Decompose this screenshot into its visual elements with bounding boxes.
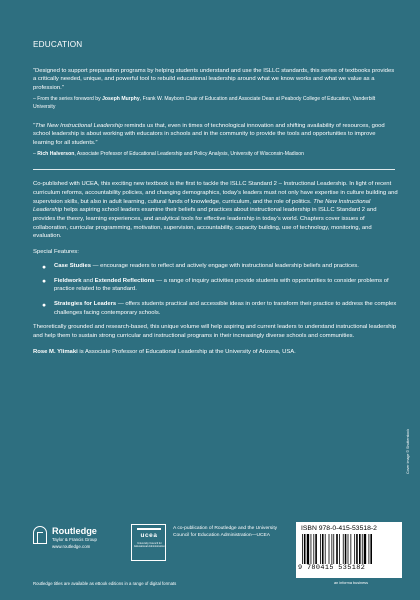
barcode-stripe: [333, 534, 334, 564]
endorsement-attribution-1: – From the series foreword by Joseph Murphy, Frank W. Mayborn Chair of Education and Associate Dean at Peabody College of Education, Vanderbilt University: [33, 96, 376, 110]
feature-item: ● Case Studies — encourage readers to reflect and actively engage with instructional leadership beliefs and practices.: [42, 263, 359, 271]
isbn-label: ISBN 978-0-415-53518-2: [301, 525, 377, 532]
barcode-stripe: [362, 534, 363, 564]
barcode-stripe: [369, 534, 370, 564]
features-heading: Special Features:: [33, 249, 79, 256]
barcode-stripe: [302, 534, 303, 564]
ucea-logo: [131, 524, 166, 561]
barcode-stripe: [329, 534, 330, 564]
author-name: Rose M. Ylimaki: [33, 348, 78, 355]
barcode-stripe: [322, 534, 324, 564]
book-description: Co-published with UCEA, this exciting new textbook is the first to tackle the ISLLC Standard 2 – Instructional Leadership. In light of recent curriculum reforms, accountability policies, and changing demographics, today’s leaders must not only have expertise in culture building and supervision skills, but also in adult learning, cultural funds of knowledge, curriculum, and the role of politics. The New Instructional Leadership helps aspiring school leaders examine their beliefs and practices about instructional leadership in ISLLC Standard 2 and provides the theory, learning experiences, and analytical tools for effective leadership in today’s world. Chapters cover issues of collaboration, curricular programming, motivation, supervision, accountability, capacity building, use of technology, monitoring, and evaluation.: [33, 181, 398, 240]
publisher-url: www.routledge.com: [52, 544, 91, 549]
features-list: [33, 262, 398, 317]
closing-paragraph: Theoretically grounded and research-based, this unique volume will help aspiring and current leaders to understand instructional leadership and help them to sustain strong curricular and instructional programs in their increasingly diverse schools and communities.: [33, 324, 397, 340]
copublication-note: A co-publication of Routledge and the University Council for Education Administration—UCEA: [173, 526, 278, 538]
barcode-stripe: [350, 534, 351, 564]
publisher-name: Routledge: [52, 526, 97, 536]
ebook-note: Routledge titles are available as eBook editions in a range of digital formats: [33, 581, 177, 586]
endorsement-attribution-2: – Rich Halverson, Associate Professor of Educational Leadership and Policy Analysis, University of Wisconsin-Madison: [33, 151, 304, 157]
barcode-stripe: [320, 534, 321, 564]
barcode-stripe: [331, 534, 332, 564]
barcode-stripe: [325, 534, 326, 564]
barcode-panel: [296, 522, 402, 578]
bullet-icon: ●: [42, 301, 47, 309]
feature-item: ● Strategies for Leaders — offers students practical and accessible ideas in order to transform their practice to address the complex challenges facing contemporary schools.: [42, 301, 397, 316]
barcode-stripe: [364, 534, 366, 564]
author-bio: Rose M. Ylimaki is Associate Professor of Educational Leadership at the University of Arizona, USA.: [33, 348, 296, 355]
barcode-stripe: [307, 534, 309, 564]
endorsement-quote-1: “Designed to support preparation programs by helping students understand and use the ISLLC standards, this series of textbooks provides a critically needed, unique, and powerful tool to rebuild educational leadership around what we know works and what we value as a profession.”: [33, 68, 395, 91]
barcode-stripe: [345, 534, 347, 564]
barcode-stripe: [313, 534, 314, 564]
barcode-stripe: [311, 534, 312, 564]
barcode-stripe: [354, 534, 355, 564]
endorser-name: Joseph Murphy: [102, 96, 140, 103]
barcode-stripe: [304, 534, 306, 564]
barcode-stripe: [343, 534, 344, 564]
endorsement-quote-2: “The New Instructional Leadership reminds us that, even in times of technological innovation and shifting availability of resources, good school leadership is about working with educators in schools and in the community to provide the tools and opportunities to improve learning for all students.”: [33, 122, 385, 146]
barcode-stripe: [348, 534, 349, 564]
barcode-stripe: [356, 534, 358, 564]
barcode-stripe: [359, 534, 361, 564]
category-label: EDUCATION: [33, 40, 83, 49]
ucea-mark-icon: [137, 528, 161, 530]
feature-item: ● Fieldwork and Extended Reflections — a range of inquiry activities provide students with opportunities to consider problems of practice related to the standard.: [42, 277, 389, 293]
informa-tagline: an informa business: [334, 581, 368, 585]
endorser-name: Rich Halverson: [37, 151, 75, 157]
publisher-group: Taylor & Francis Group: [52, 537, 97, 542]
routledge-mark-icon: [33, 526, 47, 544]
barcode-icon: [300, 534, 398, 564]
section-divider: [33, 169, 395, 170]
barcode-stripe: [336, 534, 338, 564]
bullet-icon: ●: [42, 278, 47, 286]
bullet-icon: ●: [42, 263, 47, 271]
barcode-stripe: [315, 534, 317, 564]
book-title-inline: The New Instructional Leadership: [33, 198, 371, 214]
routledge-logo: [33, 524, 125, 564]
book-title-inline: The New Instructional Leadership: [34, 122, 123, 129]
cover-image-credit: Cover image © Shutterstock: [406, 429, 410, 474]
barcode-stripe: [370, 534, 372, 564]
barcode-stripe: [339, 534, 340, 564]
cover-footer: [33, 524, 405, 600]
ucea-letters: ucea: [140, 532, 158, 539]
ucea-caption: University Council for Educational Administration: [134, 542, 165, 549]
barcode-digits: 9 780415 535182: [298, 564, 366, 572]
